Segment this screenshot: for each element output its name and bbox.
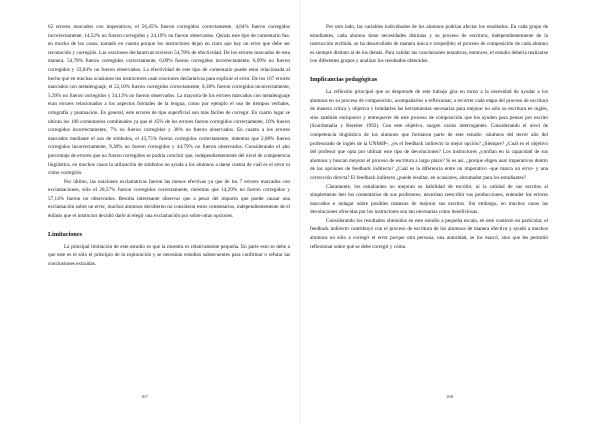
body-paragraph: 62 errores marcados con imperativos, el 56,45% fueron corregidos correctamente, 4,84% fueron corregidos incorrectamente, 14,52% no fueron corregidos y 24,19% no fueron observados. Quizás este tipo de comentario fue, en mucho de los casos, tomado en cuenta porque los instructores dejan en claro que hay un error que debe ser reconocido y corregido. Las oraciones declarativas tuvieron 54,78% de efectividad. De los errores marcados de esta manera, 54,78% fueron corregidos correctamente, 6,09% fueron corregidos incorrectamente, 6,09% no fueron corregidos y 33,04% no fueron observados. La efectividad de este tipo de comentario puede estar relacionada al hecho que en muchas ocasiones los instructores usan oraciones declarativas para explicar el error. De los 167 errores marcados con metalenguaje, el 52,10% fueron corregidos correctamente, 8,38% fueron corregidos incorrectamente, 5,39% no fueron corregidos y 34,13% no fueron observados. La mayoría de los errores marcados con metalenguaje eran errores relacionados a los aspectos formales de la lengua, como por ejemplo el uso de tiempos verbales, ortografía y puntuación. En general, este errores de tipo superficial son más fáciles de corregir. En cuarto lugar se ubican los 100 comentarios combinados ya que el 45% de los errores fueron corregidos correctamente, 10% fueron corregidos incorrectamente, 7% no fueron corregidos y 38% no fueron observados. En cuanto a los errores marcados mediante el uso de símbolos, el 43,75% fueron corregidos correctamente, mientras que 2,08% fueron corregidos incorrectamente, 9,38% no fueron corregidos y 44,79% no fueron observados. Considerando el alto porcentaje de errores que no fueron corregidos se podría concluir que, independientemente del nivel de competencia lingüística, en muchos casos la utilización de símbolos no ayuda a los alumnos a darse cuenta de cuál es el error ni cómo corregirlo. — [48, 24, 290, 177]
body-paragraph: Por otro lado, las variables individuales de los alumnos podrían afectar los resultados. En cada grupo de estudiantes, cada alumno tiene necesidades distintas y su proceso de escritura, independientemente de la instrucción recibida, se ha desarrollado de manera única e irrepetible; el proceso de composición de cada alumno es siempre distinto al de los demás. Para validar las conclusiones tentativas, entonces, el estudio debería realizarse con diferentes grupos y analizar los resultados obtenidos. — [310, 24, 548, 65]
right-text-column — [310, 23, 548, 251]
section-heading: Implicancias pedagógicas — [310, 75, 378, 83]
body-paragraph: Por último, las oraciones exclamativas fueron las menos efectivas ya que de los 7 errores marcados con exclamaciones, sólo el 28,57% fueron corregidos correctamente, mientras que 14,29% no fueron corregidos y 57,14% fueron no observados. Resulta interesante observar que a pesar del impacto que puede causar una exclamación sobre un error, muchos alumnos decidieron no considerar estos comentarios, independientemente de el énfasis que el instructor decidió darle al elegir una exclamación por sobre otras opciones. — [48, 178, 290, 220]
body-paragraph: Claramente, los estudiantes no mejoran su habilidad de escribir, ni la calidad de sus escritos al simplemente leer los comentarios de sus profesores; necesitan reescribir sus producciones, entender los errores marcados e indagar sobre posibles maneras de mejorar sus escritos. Sin embargo, en muchos casos las devoluciones ofrecidas por los instructores son tan necesarias como benefíciosas. — [310, 183, 548, 216]
left-text-column — [48, 23, 290, 268]
page-number: 167 — [141, 394, 148, 399]
body-paragraph: Considerando los resultados obtenidos en este estudio a pequeña escala, en este contexto en particular, el feedback indirecto contribuyó con el proceso de escritura de los alumnos de manera efectiva y ayudó a muchos alumnos no sólo a corregir el error porque otra persona, una autoridad, se los marcó, sino que les permitió reflexionar sobre qué se debe corregir y cómo. — [310, 217, 548, 250]
body-paragraph: La principal limitación de este estudio es que la muestra es relativamente pequeña. En parte esto se debe a que este es el sólo el principio de la exploración y se necesitan estudios subsecuentes para confirmar o refutar las conclusiones extraídas. — [48, 243, 290, 267]
section-heading: Limitaciones — [48, 230, 83, 238]
body-paragraph: La reflexión principal que se desprende de este trabajo gira en torno a la necesidad de ayudar a los alumnos en su proceso de composición, acompañarlos a reflexionar, a recorrer cada etapa del proceso de escritura de manera crítica y objetiva y brindarles las herramientas necesarias para mejorar no sólo su escritura en inglés, sino también enriquecer y entrequecer de este proceso de composición que los ayuden para pensar por escrito (Scardamalia y Bereiter 1992). Con este objetivo, surgen varios interrogantes. Considerando el nivel de competencia lingüística de los alumnos que formaron parte de este estudio -alumnos del tercer año del profesorado de inglés de la UNMdP-, ¿es el feedback indirecto la mejor opción? ¿Siempre? ¿Cuál es el objetivo del profesor que opta por utilizar este tipo de devoluciones? Los instructores ¿confían en la capacidad de sus alumnos y buscan mejorar el proceso de escritura a largo plazo? Si es así, ¿porque eligen usar imperativos dentro de las opciones de feedback indirecto? ¿Cuál es la diferencia entre un imperativo -que marca un error- y una corrección directa? El feedback indirecto ¿puede resultar, en ocasiones, abrumador para los estudiantes? — [310, 88, 548, 181]
right-page — [300, 0, 600, 424]
page-number: 168 — [446, 394, 453, 399]
